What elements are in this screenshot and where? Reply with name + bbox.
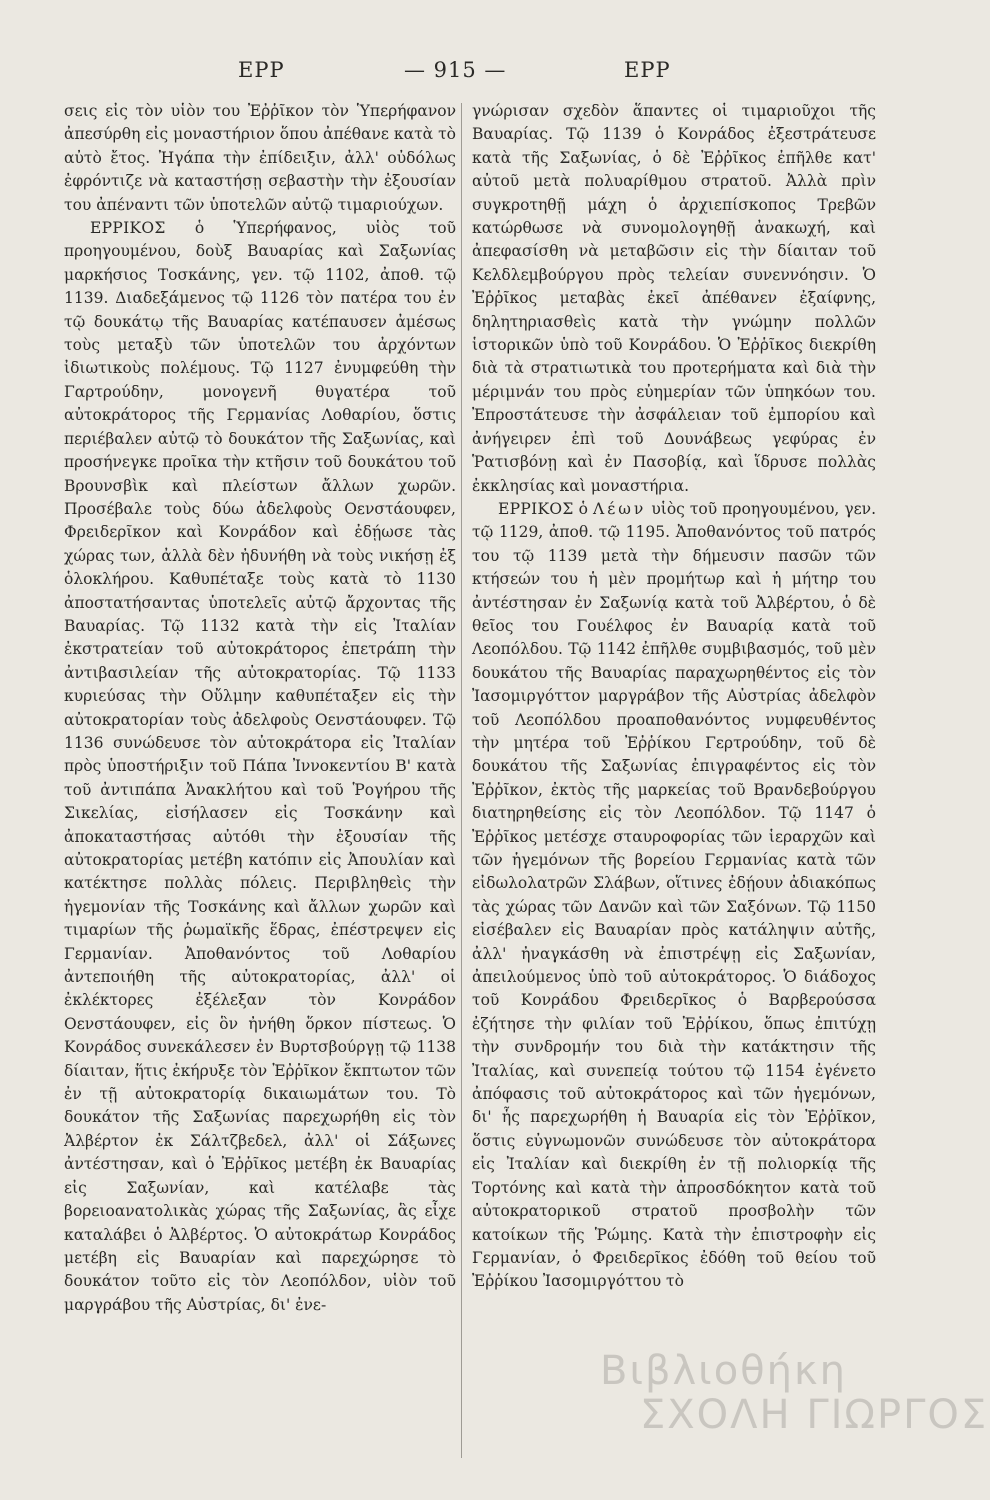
page-number: — 915 — — [404, 58, 507, 82]
header-right-guideword: ΕΡΡ — [624, 58, 671, 82]
entry-headword: ΕΡΡΙΚΟΣ — [498, 499, 574, 518]
dictionary-entry — [472, 498, 876, 1294]
header-left-guideword: ΕΡΡ — [238, 58, 285, 82]
entry-body: υἱὸς τοῦ προηγουμένου, γεν. τῷ 1129, ἀποθ. τῷ 1195. Ἀποθανόντος τοῦ πατρός του τῷ 1139 μετὰ τὴν δήμευσιν πασῶν τῶν κτήσεών του ἡ μὲν προμήτωρ καὶ ἡ μήτηρ του ἀντέστησαν ἐν Σαξωνίᾳ κατὰ τοῦ Ἀλβέρτου, ὁ δὲ θεῖος του Γουέλφος ἐν Βαυαρίᾳ κατὰ τοῦ Λεοπόλδου. Τῷ 1142 ἐπῆλθε συμβιβασμός, τοῦ μὲν δουκάτου τῆς Βαυαρίας παραχωρηθέντος εἰς τὸν Ἰασομιργόττον μαργράβον τῆς Αὐστρίας ἀδελφὸν τοῦ Λεοπόλδου προαποθανόντος νυμφευθέντος τὴν μητέρα τοῦ Ἐῤῥίκου Γερτρούδην, τοῦ δὲ δουκάτου τῆς Σαξωνίας ἐπιγραφέντος εἰς τὸν Ἐῤῥῖκον, ἐκτὸς τῆς μαρκείας τοῦ Βρανδεβούργου διατηρηθείσης εἰς τὸν Λεοπόλδον. Τῷ 1147 ὁ Ἐῤῥῖκος μετέσχε σταυροφορίας τῶν ἱεραρχῶν καὶ τῶν ἡγεμόνων τῆς βορείου Γερμανίας κατὰ τῶν εἰδωλολατρῶν Σλάβων, οἵτινες ἐδῄουν ἀδιακόπως τὰς χώρας τῶν Δανῶν καὶ τῶν Σαξόνων. Τῷ 1150 εἰσέβαλεν εἰς Βαυαρίαν πρὸς κατάληψιν αὐτῆς, ἀλλ' ἠναγκάσθη νὰ ἐπιστρέψῃ εἰς Σαξωνίαν, ἀπειλούμενος ὑπὸ τοῦ αὐτοκράτορος. Ὁ διάδοχος τοῦ Κονράδου Φρειδερῖκος ὁ Βαρβερούσσα ἐζήτησε τὴν φιλίαν τοῦ Ἐῤῥίκου, ὅπως ἐπιτύχῃ τὴν συνδρομήν του διὰ τὴν κατάκτησιν τῆς Ἰταλίας, καὶ συνεπείᾳ τούτου τῷ 1154 ἐγένετο ἀπόφασις τοῦ αὐτοκράτορος καὶ τῶν ἡγεμόνων, δι' ἧς παρεχωρήθη ἡ Βαυαρία εἰς τὸν Ἐῤῥῖκον, ὅστις εὐγνωμονῶν συνώδευσε τὸν αὐτοκράτορα εἰς Ἰταλίαν καὶ διεκρίθη ἐν τῇ πολιορκίᾳ τῆς Τορτόνης καὶ κατὰ τὴν ἀπροσδόκητον κατὰ τοῦ αὐτοκρατορικοῦ στρατοῦ προσβολὴν τῶν κατοίκων τῆς Ῥώμης. Κατὰ τὴν ἐπιστροφὴν εἰς Γερμανίαν, ὁ Φρειδερῖκος ἐδόθη τοῦ θείου τοῦ Ἐῤῥίκου Ἰασομιργόττου τὸ — [472, 499, 876, 1291]
entry-body: ὁ Ὑπερήφανος, υἱὸς τοῦ προηγουμένου, δοὺξ Βαυαρίας καὶ Σαξωνίας μαρκήσιος Τοσκάνης, γεν. τῷ 1102, ἀποθ. τῷ 1139. Διαδεξάμενος τῷ 1126 τὸν πατέρα του ἐν τῷ δουκάτῳ τῆς Βαυαρίας κατέπαυσεν ἀμέσως τοὺς μεταξὺ τῶν ὑποτελῶν του ἀρχόντων ἰδιωτικοὺς πολέμους. Τῷ 1127 ἐνυμφεύθη τὴν Γαρτρούδην, μονογενῆ θυγατέρα τοῦ αὐτοκράτορος τῆς Γερμανίας Λοθαρίου, ὅστις περιέβαλεν αὐτῷ τὸ δουκάτον τῆς Σαξωνίας, καὶ προσήνεγκε προῖκα τὴν κτῆσιν τοῦ δουκάτου τοῦ Βρουνσβὶκ καὶ πλείστων ἄλλων χωρῶν. Προσέβαλε τοὺς δύω ἀδελφοὺς Οενστάουφεν, Φρειδερῖκον καὶ Κονράδον καὶ ἐδῄωσε τὰς χώρας των, ἀλλὰ δὲν ἠδυνήθη νὰ τοὺς νικήσῃ ἐξ ὁλοκλήρου. Καθυπέταξε τοὺς κατὰ τὸ 1130 ἀποστατήσαντας ὑποτελεῖς αὐτῷ ἄρχοντας τῆς Βαυαρίας. Τῷ 1132 κατὰ τὴν εἰς Ἰταλίαν ἐκστρατείαν τοῦ αὐτοκράτορος ἐπετράπη τὴν ἀντιβασιλείαν τῆς αὐτοκρατορίας. Τῷ 1133 κυριεύσας τὴν Οὔλμην καθυπέταξεν εἰς τὴν αὐτοκρατορίαν τοὺς ἀδελφοὺς Οενστάουφεν. Τῷ 1136 συνώδευσε τὸν αὐτοκράτορα εἰς Ἰταλίαν πρὸς ὑποστήριξιν τοῦ Πάπα Ἰννοκεντίου Β' κατὰ τοῦ ἀντιπάπα Ἀνακλήτου καὶ τοῦ Ῥογήρου τῆς Σικελίας, εἰσήλασεν εἰς Τοσκάνην καὶ ἀποκαταστήσας αὐτόθι τὴν ἐξουσίαν τῆς αὐτοκρατορίας μετέβη κατόπιν εἰς Ἀπουλίαν καὶ κατέκτησε πολλὰς πόλεις. Περιβληθεὶς τὴν ἡγεμονίαν τῆς Τοσκάνης καὶ ἄλλων χωρῶν καὶ τιμαρίων τῆς ῥωμαϊκῆς ἕδρας, ἐπέστρεψεν εἰς Γερμανίαν. Ἀποθανόντος τοῦ Λοθαρίου ἀντεποιήθη τῆς αὐτοκρατορίας, ἀλλ' οἱ ἐκλέκτορες ἐξέλεξαν τὸν Κονράδον Οενστάουφεν, εἰς ὃν ἠνήθη ὅρκον πίστεως. Ὁ Κονράδος συνεκάλεσεν ἐν Βυρτσβούργῃ τῷ 1138 δίαιταν, ἥτις ἐκήρυξε τὸν Ἐῤῥῖκον ἔκπτωτον τῶν ἐν τῇ αὐτοκρατορίᾳ δικαιωμάτων του. Τὸ δουκάτον τῆς Σαξωνίας παρεχωρήθη εἰς τὸν Ἀλβέρτον ἐκ Σάλτζβεδελ, ἀλλ' οἱ Σάξωνες ἀντέστησαν, καὶ ὁ Ἐῤῥῖκος μετέβη ἐκ Βαυαρίας εἰς Σαξωνίαν, καὶ κατέλαβε τὰς βορειοανατολικὰς χώρας τῆς Σαξωνίας, ἃς εἶχε καταλάβει ὁ Ἀλβέρτος. Ὁ αὐτοκράτωρ Κονράδος μετέβη εἰς Βαυαρίαν καὶ παρεχώρησε τὸ δουκάτον τοῦτο εἰς τὸν Λεοπόλδον, υἱὸν τοῦ μαργράβου τῆς Αὐστρίας, δι' ἐνε- — [64, 219, 456, 1314]
continued-paragraph: σεις εἰς τὸν υἱὸν του Ἐῤῥῖκον τὸν Ὑπερήφανον ἀπεσύρθη εἰς μοναστήριον ὅπου ἀπέθανε κατὰ τὸ αὐτὸ ἔτος. Ἠγάπα τὴν ἐπίδειξιν, ἀλλ' οὐδόλως ἐφρόντιζε νὰ καταστήσῃ σεβαστὴν τὴν ἐξουσίαν του ἀπέναντι τῶν ὑποτελῶν αὐτῷ τιμαριούχων. — [64, 102, 456, 214]
dictionary-entry — [64, 217, 456, 1317]
entry-epithet: Λέων — [593, 499, 647, 518]
right-column — [472, 100, 876, 1294]
running-header — [0, 58, 990, 92]
entry-article: ὁ — [573, 499, 594, 518]
entry-headword: ΕΡΡΙΚΟΣ — [90, 219, 166, 238]
left-column — [64, 100, 456, 1317]
library-watermark-line-2: ΣΧΟΛΗ ΓΙΩΡΓΟΣ — [640, 1392, 989, 1438]
continued-paragraph: γνώρισαν σχεδὸν ἅπαντες οἱ τιμαριοῦχοι τῆς Βαυαρίας. Τῷ 1139 ὁ Κονράδος ἐξεστράτευσε κατὰ τῆς Σαξωνίας, ὁ δὲ Ἐῤῥῖκος ἐπῆλθε κατ' αὐτοῦ μετὰ πολυαρίθμου στρατοῦ. Ἀλλὰ πρὶν συγκροτηθῇ μάχη ὁ ἀρχιεπίσκοπος Τρεβῶν κατώρθωσε νὰ συνομολογηθῇ ἀνακωχή, καὶ ἀπεφασίσθη νὰ μεταβῶσιν εἰς τὴν δίαιταν τοῦ Κελδλεμβούργου πρὸς τελείαν συνεννόησιν. Ὁ Ἐῤῥῖκος μεταβὰς ἐκεῖ ἀπέθανεν ἐξαίφνης, δηλητηριασθεὶς κατὰ τὴν γνώμην πολλῶν ἱστορικῶν ὑπὸ τοῦ Κονράδου. Ὁ Ἐῤῥῖκος διεκρίθη διὰ τὰ στρατιωτικὰ του προτερήματα καὶ διὰ τὴν μέριμνάν του πρὸς εὐημερίαν τῶν ὑπηκόων του. Ἐπροστάτευσε τὴν ἀσφάλειαν τοῦ ἐμπορίου καὶ ἀνήγειρεν ἐπὶ τοῦ Δουνάβεως γεφύρας ἐν Ῥατισβόνῃ καὶ ἐν Πασοβίᾳ, καὶ ἵδρυσε πολλὰς ἐκκλησίας καὶ μοναστήρια. — [472, 102, 876, 495]
column-divider — [461, 103, 462, 1458]
library-watermark-line-1: Βιβλιοθήκη — [600, 1348, 847, 1394]
